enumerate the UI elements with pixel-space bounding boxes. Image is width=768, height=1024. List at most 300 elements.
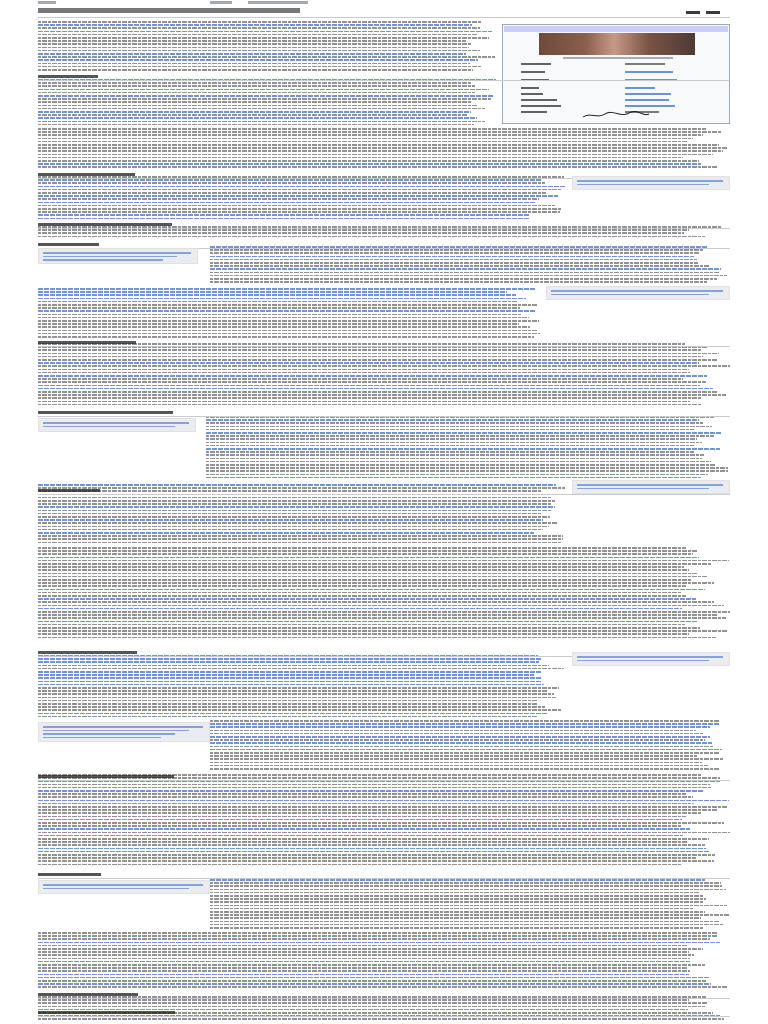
- text-line: [38, 516, 550, 518]
- inline-link[interactable]: [38, 974, 689, 976]
- text-line: [38, 796, 693, 798]
- inline-link[interactable]: [38, 819, 682, 821]
- text-line: [210, 908, 694, 910]
- inline-link[interactable]: [38, 195, 558, 197]
- text-line: [38, 121, 485, 123]
- infobox-key: [521, 87, 539, 89]
- thumbnail-caption-line: [577, 656, 723, 658]
- text-line: [210, 885, 722, 887]
- inline-link[interactable]: [38, 851, 709, 853]
- text-line: [38, 970, 690, 972]
- text-line: [38, 141, 688, 143]
- text-line: [38, 637, 716, 639]
- text-line: [38, 147, 728, 149]
- text-line: [38, 592, 682, 594]
- text-line: [210, 768, 719, 770]
- section-divider: [38, 780, 730, 781]
- inline-link[interactable]: [38, 800, 729, 802]
- text-line: [38, 69, 473, 71]
- inline-link[interactable]: [210, 723, 720, 725]
- inline-link[interactable]: [38, 24, 472, 26]
- text-line: [206, 435, 714, 437]
- text-line: [38, 624, 685, 626]
- text-line: [210, 905, 727, 907]
- text-line: [38, 945, 687, 947]
- inline-link[interactable]: [38, 790, 703, 792]
- text-line: [38, 27, 480, 29]
- text-line: [38, 585, 686, 587]
- inline-link[interactable]: [38, 677, 541, 679]
- text-line: [38, 359, 717, 361]
- section-divider: [38, 878, 730, 879]
- text-line: [38, 198, 539, 200]
- breadcrumb-item[interactable]: [38, 1, 56, 4]
- thumbnail-caption-line: [577, 660, 709, 662]
- text-line: [210, 892, 700, 894]
- text-line: [38, 131, 722, 133]
- text-line: [38, 232, 684, 234]
- text-line: [38, 372, 690, 374]
- text-line: [38, 365, 730, 367]
- text-line: [38, 369, 689, 371]
- infobox-key: [521, 93, 543, 95]
- text-line: [38, 690, 548, 692]
- text-line: [210, 733, 704, 735]
- inline-link[interactable]: [38, 589, 705, 591]
- thumbnail-caption-line: [43, 730, 189, 732]
- text-line: [38, 986, 728, 988]
- text-line: [210, 281, 707, 283]
- text-line: [38, 716, 537, 718]
- thumbnail-figure[interactable]: [572, 176, 730, 190]
- inline-link[interactable]: [38, 388, 713, 390]
- text-line: [38, 980, 706, 982]
- text-line: [38, 208, 561, 210]
- inline-link[interactable]: [38, 713, 547, 715]
- text-line: [38, 954, 694, 956]
- title-divider: [38, 17, 730, 18]
- text-line: [38, 709, 561, 711]
- page-tools: [686, 9, 726, 15]
- section-heading-text: [38, 173, 135, 176]
- text-line: [38, 529, 543, 531]
- section-divider: [38, 416, 730, 417]
- text-line: [38, 503, 551, 505]
- inline-link[interactable]: [210, 749, 722, 751]
- text-line: [38, 1002, 707, 1004]
- inline-link[interactable]: [38, 291, 507, 293]
- text-line: [38, 595, 686, 597]
- text-line: [38, 844, 705, 846]
- inline-link[interactable]: [210, 726, 710, 728]
- text-line: [206, 464, 716, 466]
- text-line: [38, 144, 719, 146]
- text-line: [38, 510, 552, 512]
- inline-link[interactable]: [38, 848, 706, 850]
- section-heading-text: [38, 873, 101, 876]
- text-line: [206, 438, 697, 440]
- text-line: [38, 205, 555, 207]
- text-line: [38, 307, 520, 309]
- text-line: [38, 935, 718, 937]
- thumbnail-caption-line: [43, 888, 189, 890]
- inline-link[interactable]: [38, 89, 489, 91]
- text-line: [38, 566, 684, 568]
- infobox-row: [503, 69, 731, 75]
- text-line: [38, 668, 564, 670]
- text-line: [38, 948, 703, 950]
- text-line: [38, 56, 495, 58]
- text-line: [38, 157, 683, 159]
- text-line: [210, 730, 696, 732]
- thumbnail-caption-line: [551, 294, 709, 296]
- text-line: [38, 838, 709, 840]
- text-line: [206, 422, 703, 424]
- text-line: [38, 614, 718, 616]
- section-divider: [38, 998, 730, 999]
- text-line: [38, 582, 714, 584]
- inline-link[interactable]: [38, 684, 544, 686]
- infobox-key: [521, 105, 561, 107]
- text-line: [210, 914, 729, 916]
- text-line: [38, 189, 561, 191]
- text-line: [38, 542, 561, 544]
- text-line: [38, 497, 552, 499]
- top-navigation: [38, 0, 730, 8]
- text-line: [38, 336, 534, 338]
- text-line: [38, 703, 538, 705]
- thumbnail-figure[interactable]: [572, 652, 730, 666]
- text-line: [206, 442, 702, 444]
- inline-link[interactable]: [38, 681, 541, 683]
- inline-link[interactable]: [38, 117, 477, 119]
- inline-link[interactable]: [38, 95, 494, 97]
- section-heading-text: [38, 489, 100, 492]
- inline-link[interactable]: [38, 385, 700, 387]
- inline-link[interactable]: [38, 294, 516, 296]
- text-line: [38, 50, 480, 52]
- text-line: [38, 630, 728, 632]
- inline-link[interactable]: [38, 484, 556, 486]
- text-line: [38, 500, 555, 502]
- section-heading-text: [38, 651, 137, 654]
- text-line: [38, 138, 693, 140]
- text-line: [210, 889, 726, 891]
- inline-link[interactable]: [38, 598, 696, 600]
- inline-link[interactable]: [38, 288, 536, 290]
- section-divider: [38, 1016, 730, 1017]
- text-line: [38, 513, 541, 515]
- thumbnail-caption-line: [577, 484, 723, 486]
- text-line: [38, 404, 702, 406]
- inline-link[interactable]: [38, 661, 539, 663]
- breadcrumb-item[interactable]: [248, 1, 308, 4]
- thumbnail-caption-line: [577, 488, 709, 490]
- text-line: [38, 538, 563, 540]
- section-heading-text: [38, 341, 136, 344]
- thumbnail-caption-line: [43, 256, 177, 258]
- text-line: [38, 864, 682, 866]
- text-line: [38, 37, 489, 39]
- text-line: [38, 66, 482, 68]
- inline-link[interactable]: [210, 736, 710, 738]
- infobox-portrait[interactable]: [539, 33, 695, 55]
- text-line: [206, 474, 708, 476]
- text-line: [210, 762, 702, 764]
- infobox-value[interactable]: [625, 105, 675, 107]
- inline-link[interactable]: [38, 53, 466, 55]
- thumbnail-caption-line: [43, 422, 189, 424]
- text-line: [38, 601, 714, 603]
- inline-link[interactable]: [206, 448, 720, 450]
- text-line: [38, 803, 694, 805]
- text-line: [38, 47, 469, 49]
- text-line: [38, 487, 565, 489]
- thumbnail-caption-line: [577, 180, 723, 182]
- text-line: [38, 579, 692, 581]
- text-line: [38, 160, 699, 162]
- text-line: [38, 211, 560, 213]
- text-line: [210, 895, 704, 897]
- text-line: [38, 314, 522, 316]
- inline-link[interactable]: [38, 835, 683, 837]
- text-line: [206, 451, 694, 453]
- inline-link[interactable]: [38, 31, 492, 33]
- thumbnail-figure[interactable]: [38, 418, 196, 432]
- text-line: [38, 236, 705, 238]
- inline-link[interactable]: [38, 111, 471, 113]
- text-line: [38, 693, 554, 695]
- section-heading-text: [38, 775, 174, 778]
- text-line: [38, 229, 689, 231]
- text-line: [38, 569, 689, 571]
- inline-link[interactable]: [38, 362, 699, 364]
- text-line: [38, 192, 546, 194]
- text-line: [38, 108, 485, 110]
- thumbnail-figure[interactable]: [38, 248, 198, 264]
- infobox-header: [504, 26, 728, 32]
- text-line: [38, 526, 549, 528]
- inline-link[interactable]: [38, 163, 701, 165]
- infobox-value[interactable]: [625, 99, 669, 101]
- text-line: [38, 958, 690, 960]
- text-line: [38, 806, 728, 808]
- text-line: [38, 124, 474, 126]
- inline-link[interactable]: [38, 658, 541, 660]
- text-line: [210, 746, 714, 748]
- inline-link[interactable]: [38, 828, 690, 830]
- inline-link[interactable]: [210, 879, 705, 881]
- text-line: [38, 182, 545, 184]
- infobox-caption: [563, 57, 673, 59]
- inline-link[interactable]: [38, 519, 543, 521]
- inline-link[interactable]: [210, 742, 712, 744]
- infobox-key: [521, 63, 551, 65]
- text-line: [210, 898, 706, 900]
- text-line: [38, 1018, 724, 1020]
- text-line: [206, 470, 728, 472]
- thumbnail-figure[interactable]: [38, 880, 210, 894]
- text-line: [38, 134, 703, 136]
- inline-link[interactable]: [38, 671, 542, 673]
- text-line: [38, 166, 717, 168]
- text-line: [210, 262, 698, 264]
- text-line: [38, 697, 556, 699]
- text-line: [38, 320, 539, 322]
- text-line: [38, 967, 687, 969]
- text-line: [38, 323, 519, 325]
- inline-link[interactable]: [38, 977, 710, 979]
- text-line: [206, 445, 694, 447]
- text-line: [38, 627, 700, 629]
- inline-link[interactable]: [38, 218, 530, 220]
- text-line: [38, 611, 730, 613]
- text-line: [38, 832, 730, 834]
- infobox-value: [625, 63, 665, 65]
- text-line: [38, 317, 529, 319]
- thumbnail-caption-line: [43, 733, 175, 735]
- section-divider: [38, 346, 730, 347]
- text-line: [38, 553, 693, 555]
- inline-link[interactable]: [38, 608, 682, 610]
- text-line: [38, 391, 717, 393]
- inline-link[interactable]: [38, 214, 530, 216]
- inline-link[interactable]: [206, 477, 701, 479]
- text-line: [38, 560, 729, 562]
- inline-link[interactable]: [38, 557, 699, 559]
- text-line: [38, 304, 537, 306]
- inline-link[interactable]: [38, 202, 535, 204]
- text-line: [38, 154, 713, 156]
- infobox-value[interactable]: [625, 93, 671, 95]
- text-line: [38, 21, 482, 23]
- inline-link[interactable]: [38, 179, 542, 181]
- language-icon[interactable]: [686, 11, 700, 14]
- text-line: [38, 101, 472, 103]
- text-line: [206, 461, 711, 463]
- text-line: [38, 563, 711, 565]
- text-line: [210, 249, 704, 251]
- text-line: [210, 265, 709, 267]
- text-line: [38, 114, 467, 116]
- section-heading-text: [38, 411, 173, 414]
- text-line: [38, 938, 710, 940]
- text-line: [38, 665, 549, 667]
- inline-link[interactable]: [210, 268, 721, 270]
- thumbnail-figure[interactable]: [572, 480, 730, 494]
- infobox-value[interactable]: [625, 71, 673, 73]
- inline-link[interactable]: [38, 674, 534, 676]
- inline-link[interactable]: [206, 419, 699, 421]
- inline-link[interactable]: [38, 621, 697, 623]
- thumbnail-caption-line: [551, 290, 723, 292]
- thumbnail-caption-line: [43, 737, 161, 739]
- inline-link[interactable]: [38, 961, 690, 963]
- inline-link[interactable]: [38, 298, 526, 300]
- section-divider: [38, 228, 730, 229]
- text-line: [38, 1006, 705, 1008]
- section-heading-text: [38, 993, 138, 996]
- text-line: [210, 752, 719, 754]
- text-line: [38, 401, 690, 403]
- breadcrumb-item[interactable]: [210, 1, 232, 4]
- inline-link[interactable]: [38, 942, 720, 944]
- section-heading-text: [38, 1011, 175, 1014]
- text-line: [38, 43, 471, 45]
- text-line: [210, 739, 705, 741]
- text-line: [206, 458, 702, 460]
- text-line: [38, 822, 724, 824]
- thumbnail-caption-line: [43, 252, 191, 254]
- text-line: [210, 278, 717, 280]
- infobox: [502, 24, 730, 124]
- text-line: [38, 326, 530, 328]
- text-line: [38, 353, 719, 355]
- inline-link[interactable]: [38, 506, 555, 508]
- text-line: [38, 550, 698, 552]
- inline-link[interactable]: [38, 186, 566, 188]
- text-line: [38, 812, 701, 814]
- inline-link[interactable]: [38, 59, 478, 61]
- text-line: [210, 882, 721, 884]
- text-line: [38, 92, 475, 94]
- inline-link[interactable]: [38, 532, 534, 534]
- text-line: [38, 85, 475, 87]
- inline-link[interactable]: [38, 375, 707, 377]
- thumbnail-caption-line: [43, 426, 175, 428]
- text-line: [38, 951, 689, 953]
- text-line: [38, 964, 705, 966]
- text-line: [38, 105, 477, 107]
- text-line: [210, 720, 719, 722]
- text-line: [38, 490, 542, 492]
- inline-link[interactable]: [210, 256, 694, 258]
- text-line: [210, 272, 720, 274]
- thumbnail-caption-line: [43, 259, 163, 261]
- section-divider: [38, 494, 730, 495]
- infobox-row: [503, 61, 731, 67]
- text-line: [38, 34, 477, 36]
- inline-link[interactable]: [38, 310, 536, 312]
- text-line: [210, 911, 705, 913]
- text-line: [38, 617, 726, 619]
- text-line: [38, 378, 683, 380]
- infobox-value[interactable]: [625, 87, 655, 89]
- text-line: [206, 429, 694, 431]
- edit-icon[interactable]: [706, 11, 720, 14]
- inline-link[interactable]: [206, 432, 721, 434]
- text-line: [38, 576, 707, 578]
- text-line: [38, 349, 701, 351]
- text-line: [38, 128, 706, 130]
- text-line: [38, 932, 718, 934]
- thumbnail-figure[interactable]: [546, 286, 730, 300]
- inline-link[interactable]: [38, 983, 711, 985]
- text-line: [38, 333, 540, 335]
- section-heading-text: [38, 75, 98, 78]
- text-line: [38, 857, 696, 859]
- text-line: [210, 259, 697, 261]
- text-line: [38, 816, 686, 818]
- text-line: [38, 522, 557, 524]
- text-line: [210, 901, 703, 903]
- text-line: [38, 841, 687, 843]
- text-line: [38, 330, 537, 332]
- thumbnail-figure[interactable]: [38, 722, 210, 742]
- text-line: [210, 252, 699, 254]
- text-line: [38, 535, 563, 537]
- text-line: [38, 605, 724, 607]
